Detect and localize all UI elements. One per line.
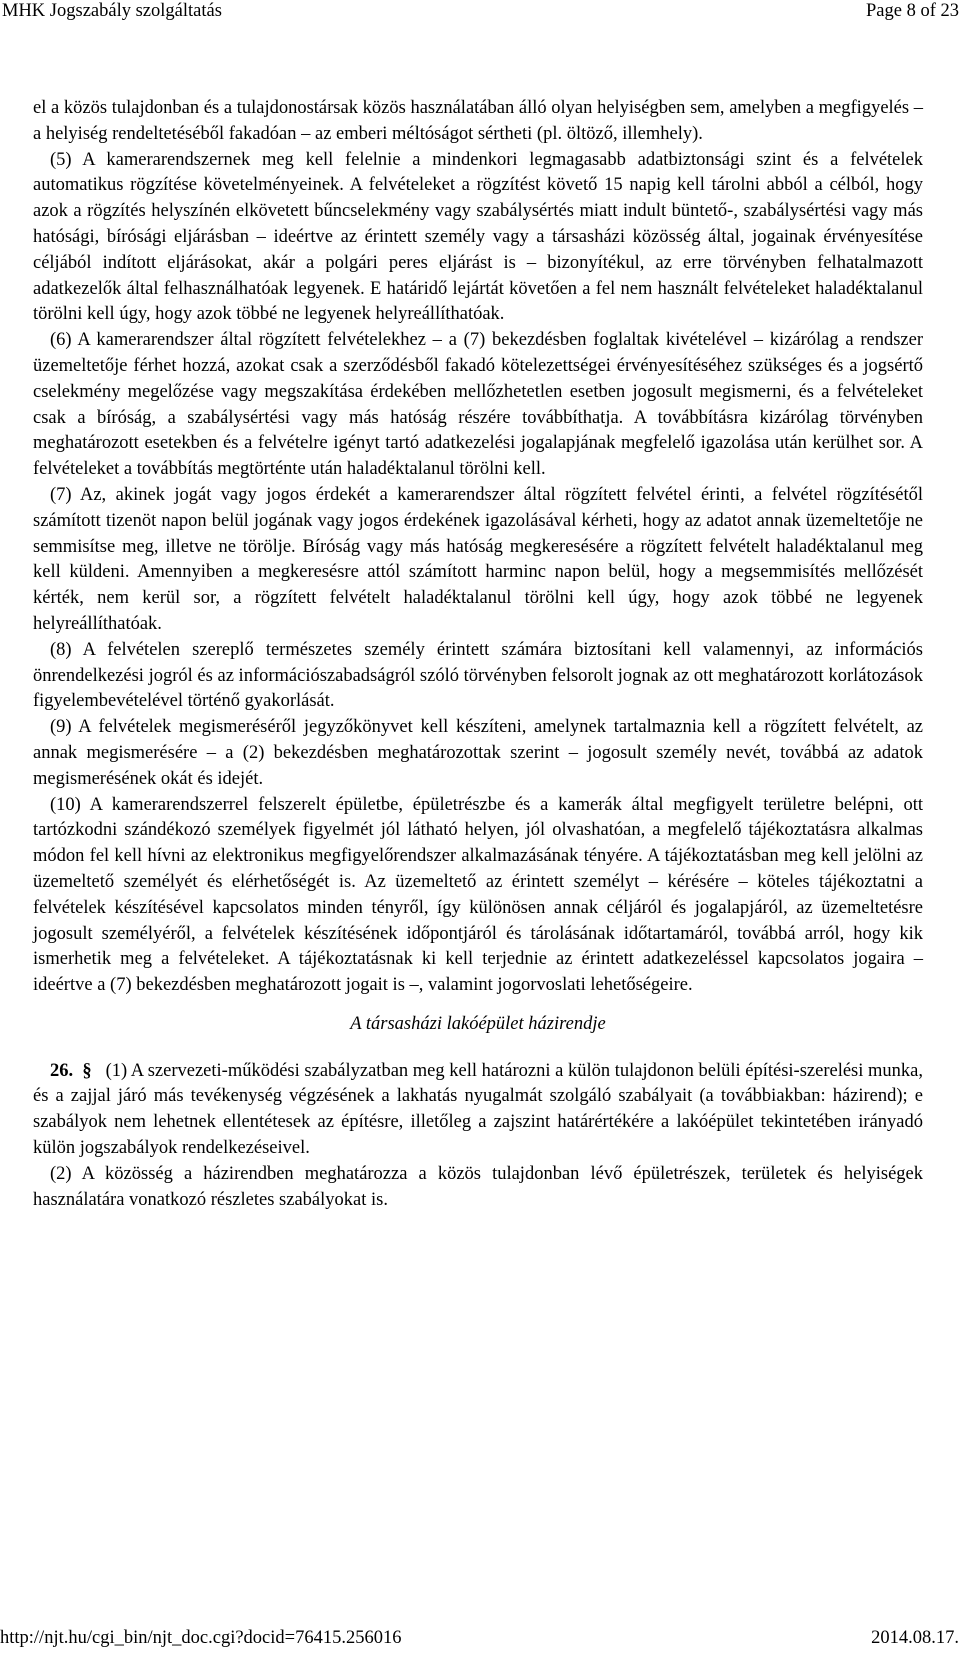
section-26-text-1: (1) A szervezeti-működési szabályzatban meg kell határozni a külön tulajdonon belüli építési-szerelési munka, és a zajjal járó más tevékenység végzésének a lakhatás nyugalmát szolgáló szabályait (a továbbiakban: házirend); e szabályok nem lehetnek ellentétesek az építésre, illetőleg a zajszint határértékére a lakóépület tekintetében irányadó külön jogszabályok rendelkezéseivel. [33, 1060, 924, 1159]
paragraph-8: (8) A felvételen szereplő természetes személy érintett számára biztosítani kell valamennyi, az információs önrendelkezési jogról és az információszabadságról szóló törvényben felsorolt jognak az ott meghatározott korlátozások figyelembevételével történő gyakorlását. [33, 639, 923, 712]
paragraph-6: (6) A kamerarendszer által rögzített felvételekhez – a (7) bekezdésben foglaltak kivételével – kizárólag a rendszer üzemeltetője férhet hozzá, azokat csak a szerződésből fakadó kötelezettségei érvényesítéséhez szükséges és a jogsértő cselekmény megelőzése vagy megszakítása érdekében mellőzhetetlen esetben jogosult megismerni, és a felvételeket csak a bíróság, a szabálysértési vagy más hatóság részére továbbíthatja. A továbbításra kizárólag törvényben meghatározott esetekben és a felvételre igényt tartó adatkezelési jogalapjának megfelelő igazolása után kerülhet sor. A felvételeket a továbbítás megtörténte után haladéktalanul törölni kell. [33, 330, 923, 480]
footer-url: http://njt.hu/cgi_bin/njt_doc.cgi?docid=76415.256016 [0, 1628, 402, 1648]
section-heading: A társasházi lakóépület házirendje [350, 1013, 606, 1034]
section-sign-link[interactable]: § [82, 1060, 92, 1081]
paragraph-9: (9) A felvételek megismeréséről jegyzőkönyvet kell készíteni, amelynek tartalmaznia kell a rögzített felvételt, az annak megismerésére – a (2) bekezdésben meghatározottak szerint – jogosult személy nevét, továbbá az adatok megismerésének okát és idejét. [33, 717, 923, 789]
section-number: 26. [50, 1060, 74, 1081]
paragraph-10: (10) A kamerarendszerrel felszerelt épületbe, épületrészbe és a kamerák által megfigyelt területre belépni, ott tartózkodni szándékozó személyek figyelmét jól látható helyen, jól olvashatóan, a megfelelő tájékoztatásra alkalmas módon fel kell hívni az elektronikus megfigyelőrendszer alkalmazásának tényére. A tájékoztatásban meg kell jelölni az üzemeltető személyét és elérhetőségét is. Az üzemeltető az érintett személyt – kérésére – köteles tájékoztatni a felvételek készítésével kapcsolatos minden tényről, így különösen annak céljáról és jogalapjáról, az üzemeltetésre jogosult személyéről, a felvételek készítésének időpontjáról és tárolásának időtartamáról, továbbá arról, hogy kik ismerhetik meg a felvételeket. A tájékoztatásnak ki kell terjednie az érintett adatkezeléssel kapcsolatos jogaira – ideértve a (7) bekezdésben meghatározott jogait is –, valamint jogorvoslati lehetőségeire. [33, 794, 923, 996]
paragraph-7: (7) Az, akinek jogát vagy jogos érdekét a kamerarendszer által rögzített felvétel érinti, a felvétel rögzítésétől számított tizenöt napon belül jogának vagy jogos érdekének igazolásával kérheti, hogy az adatot annak üzemeltetője ne semmisítse meg, illetve ne törölje. Bíróság vagy más hatóság megkeresésére a rögzített felvételt haladéktalanul meg kell küldeni. Amennyiben a megkeresésre attól számított harminc napon belül, hogy a megsemmisítés mellőzését kérték, nem kerül sor, a rögzített felvételt haladéktalanul törölni kell úgy, hogy azok többé ne legyenek helyreállíthatóak. [33, 484, 923, 634]
section-26-paragraph-1 [33, 1059, 923, 1162]
footer-date: 2014.08.17. [871, 1628, 959, 1648]
paragraph-5: (5) A kamerarendszernek meg kell felelnie a mindenkori legmagasabb adatbiztonsági szint és a felvételek automatikus rögzítése követelményeinek. A felvételeket a rögzítést követő 15 napig kell tárolni abból a célból, hogy azok a rögzítés helyszínén elkövetett bűncselekmény vagy szabálysértés miatt indult büntető-, szabálysértési vagy más hatósági, bírósági eljárásban – ideértve az érintett személy vagy a társasházi közösség által, jogainak érvényesítése céljából indított eljárásokat, akár a polgári peres eljárást is – bizonyítékul, az erre törvényben felhatalmazott adatkezelők által felhasználhatóak legyenek. E határidő lejártát követően a fel nem használt felvételeket haladéktalanul törölni kell úgy, hogy azok többé ne legyenek helyreállíthatóak. [33, 149, 923, 325]
paragraph-continuation: el a közös tulajdonban és a tulajdonostársak közös használatában álló olyan helyiségben sem, amelyben a megfigyelés – a helyiség rendeltetéséből fakadóan – az emberi méltóságot sértheti (pl. öltöző, illemhely). [33, 98, 923, 144]
document-body [33, 96, 923, 1213]
section-26-paragraph-2: (2) A közösség a házirendben meghatározza a közös tulajdonban lévő épületrészek, területek és helyiségek használatára vonatkozó részletes szabályokat is. [33, 1163, 923, 1210]
document-source-title: MHK Jogszabály szolgáltatás [2, 1, 222, 21]
page-number: Page 8 of 23 [866, 1, 959, 21]
page-header [0, 0, 960, 26]
page-footer [0, 1628, 960, 1654]
